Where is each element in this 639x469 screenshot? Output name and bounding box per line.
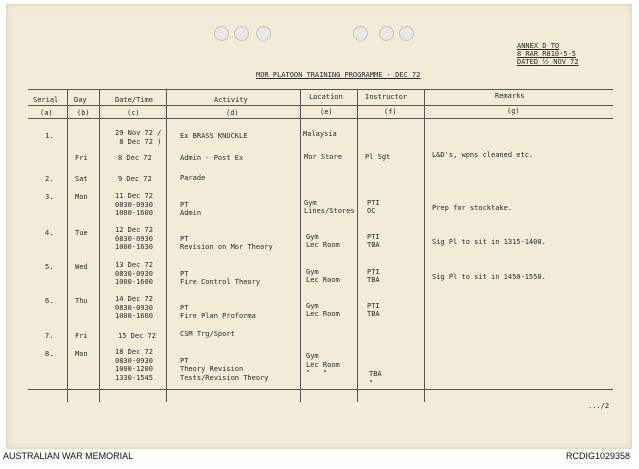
annex-handwritten-day: ½ xyxy=(542,58,550,66)
column-divider xyxy=(424,89,425,402)
cell-location: Malaysia xyxy=(303,130,337,138)
page-continuation: .../2 xyxy=(588,402,610,410)
cell-activity: Ex BRASS KNUCKLE xyxy=(180,132,248,140)
header-datetime: Date/Time xyxy=(115,96,153,104)
subheader-b: (b) xyxy=(77,109,90,117)
punch-hole xyxy=(214,26,229,41)
cell-date: 14 Dec 72 0830-0930 1000-1600 xyxy=(115,295,153,320)
cell-activity: PT Revision on Mor Theory xyxy=(180,234,273,251)
annex-line-3 xyxy=(517,58,579,66)
cell-serial: 1. xyxy=(45,132,54,140)
cell-day: Thu xyxy=(75,297,88,305)
annex-dated-label: DATED xyxy=(517,58,543,66)
table-bottom-rule xyxy=(28,389,613,390)
cell-date: 8 Dec 72 xyxy=(118,154,152,162)
cell-instructor: Pl Sgt xyxy=(365,153,391,161)
header-rule xyxy=(28,105,613,106)
cell-serial: 5. xyxy=(45,263,54,271)
subheader-c: (c) xyxy=(127,109,140,117)
header-instructor: Instructor xyxy=(365,93,408,101)
cell-location: Gym Lec Room xyxy=(306,232,340,249)
cell-day: Sat xyxy=(75,175,88,183)
cell-instructor: PTI OC xyxy=(367,198,380,215)
column-divider xyxy=(357,89,358,402)
footer-archive-name: AUSTRALIAN WAR MEMORIAL xyxy=(3,451,134,461)
subheader-rule xyxy=(28,118,613,119)
cell-remarks: Sig Pl to sit in 1315-1400. xyxy=(432,237,546,246)
header-day: Day xyxy=(74,96,87,104)
column-divider xyxy=(67,89,68,402)
header-remarks: Remarks xyxy=(495,92,525,100)
cell-activity: PT Theory Revision Tests/Revision Theory xyxy=(180,356,269,382)
column-divider xyxy=(99,89,100,402)
cell-date: 11 Dec 72 0830-0930 1000-1600 xyxy=(115,192,153,217)
cell-remarks: Sig Pl to sit in 1450-1550. xyxy=(432,272,546,281)
cell-activity: CSM Trg/Sport xyxy=(180,330,235,338)
cell-serial: 6. xyxy=(45,297,54,305)
cell-date: 29 Nov 72 / 8 Dec 72 ) xyxy=(115,129,162,146)
cell-instructor: PTI TBA xyxy=(367,301,380,318)
footer-record-id: RCDIG1029358 xyxy=(566,451,631,461)
cell-serial: 7. xyxy=(45,332,54,340)
cell-day: Fri xyxy=(75,154,88,162)
punch-hole xyxy=(234,26,249,41)
cell-activity: PT Fire Plan Proforma xyxy=(180,303,256,320)
punch-hole xyxy=(379,26,394,41)
cell-activity: PT Fire Control Theory xyxy=(180,269,261,286)
cell-location: Gym Lec Room xyxy=(306,267,340,284)
header-activity: Activity xyxy=(214,96,248,104)
annex-line-2: 8 RAR R810-5-5 xyxy=(517,50,577,58)
cell-instructor: TBA " xyxy=(369,370,382,387)
header-serial: Serial xyxy=(33,96,59,104)
cell-date: 18 Dec 72 0830-0930 1000-1200 1330-1545 xyxy=(115,348,153,382)
cell-remarks: Prep for stocktake. xyxy=(432,203,513,212)
cell-date: 12 Dec 72 0830-0930 1000-1630 xyxy=(115,226,153,251)
punch-hole xyxy=(353,26,368,41)
subheader-e: (e) xyxy=(320,108,333,116)
subheader-f: (f) xyxy=(384,108,397,116)
annex-reference xyxy=(517,42,579,66)
header-location: Location xyxy=(309,93,343,101)
cell-activity: Admin - Post Ex xyxy=(180,154,244,162)
table-top-rule xyxy=(28,89,613,90)
cell-location: Gym Lines/Stores xyxy=(304,198,355,215)
cell-day: Tue xyxy=(75,229,88,237)
cell-date: 9 Dec 72 xyxy=(118,175,152,183)
column-divider xyxy=(300,89,301,402)
cell-day: Mon xyxy=(75,193,88,201)
cell-activity: Parade xyxy=(180,174,206,182)
cell-location: Mor Store xyxy=(304,153,342,161)
cell-serial: 3. xyxy=(45,193,54,201)
annex-dated-month: NOV 72 xyxy=(549,58,579,66)
cell-date: 13 Dec 72 0830-0930 1000-1600 xyxy=(115,261,153,286)
cell-location: Gym Lec Room " " xyxy=(306,352,340,377)
cell-day: Mon xyxy=(75,350,88,358)
annex-line-1: ANNEX D TO xyxy=(517,42,560,50)
cell-instructor: PTI TBA xyxy=(367,232,380,249)
cell-location: Gym Lec Room xyxy=(306,301,340,318)
punch-hole xyxy=(399,26,414,41)
cell-day: Wed xyxy=(75,263,88,271)
cell-serial: 2. xyxy=(45,175,54,183)
cell-day: Fri xyxy=(75,332,88,340)
cell-remarks: L&D's, wpns cleaned etc. xyxy=(432,151,534,159)
cell-serial: 4. xyxy=(45,229,54,237)
cell-activity: PT Admin xyxy=(180,200,202,217)
page-title: MOR PLATOON TRAINING PROGRAMME - DEC 72 xyxy=(256,71,421,79)
punch-hole xyxy=(256,26,271,41)
subheader-g: (g) xyxy=(507,107,520,115)
column-divider xyxy=(166,89,167,402)
cell-serial: 8. xyxy=(45,350,54,358)
subheader-d: (d) xyxy=(226,109,239,117)
cell-instructor: PTI TBA xyxy=(367,267,380,284)
cell-date: 15 Dec 72 xyxy=(118,332,156,340)
subheader-a: (a) xyxy=(40,109,53,117)
